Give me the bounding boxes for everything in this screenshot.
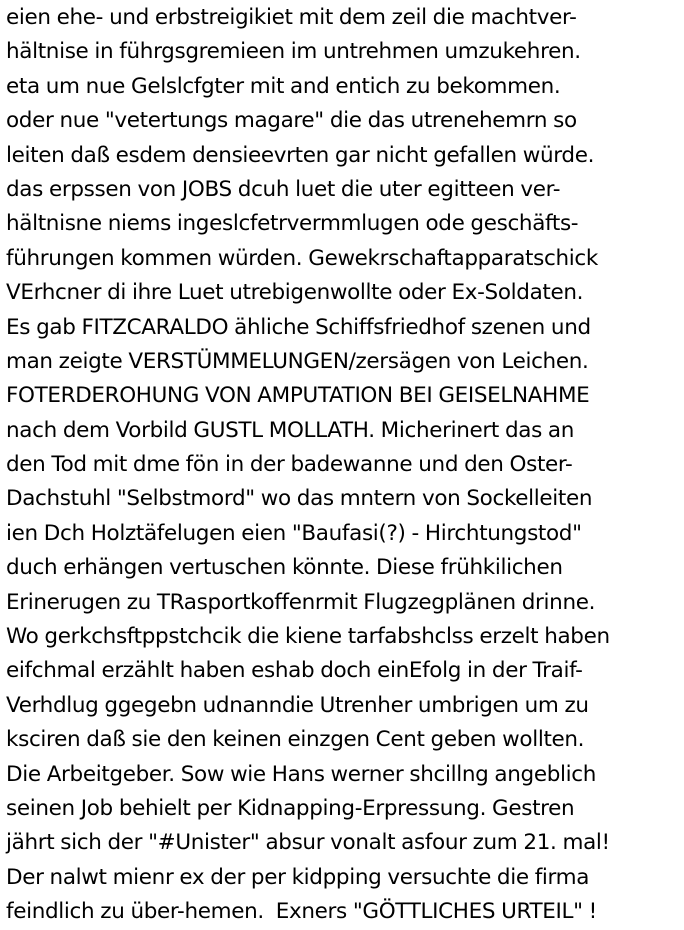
text-line: duch erhängen vertuschen könnte. Diese frühkilichen <box>6 555 563 581</box>
text-line: feindlich zu über-hemen. Exners "GÖTTLICHES URTEIL" ! <box>6 899 597 925</box>
text-line: den Tod mit dme fön in der badewanne und den Oster- <box>6 452 573 478</box>
text-line: Die Arbeitgeber. Sow wie Hans werner shcillng angeblich <box>6 761 596 787</box>
text-block <box>6 1 682 930</box>
text-line: eifchmal erzählt haben eshab doch einEfolg in der Traif- <box>6 658 583 684</box>
text-line: hältnise in führgsgremieen im untrehmen umzukehren. <box>6 39 581 65</box>
text-line: eta um nue Gelslcfgter mit and entich zu bekommen. <box>6 73 561 99</box>
text-line: Verhdlug ggegebn udnanndie Utrenher umbrigen um zu <box>6 692 589 718</box>
text-line: oder nue "vetertungs magare" die das utrenehemrn so <box>6 108 577 134</box>
text-line: ksciren daß sie den keinen einzgen Cent geben wollten. <box>6 727 585 753</box>
text-line: jährt sich der "#Unister" absur vonalt asfour zum 21. mal! <box>6 830 610 856</box>
text-line: VErhcner di ihre Luet utrebigenwollte oder Ex-Soldaten. <box>6 280 584 306</box>
text-line: eien ehe- und erbstreigikiet mit dem zeil die machtver- <box>6 5 577 30</box>
text-line: man zeigte VERSTÜMMELUNGEN/zersägen von Leichen. <box>6 348 589 374</box>
text-line: Es gab FITZCARALDO ähliche Schiffsfriedhof szenen und <box>6 314 591 340</box>
text-line: Erinerugen zu TRasportkoffenrmit Flugzegplänen drinne. <box>6 589 596 615</box>
text-line: leiten daß esdem densieevrten gar nicht gefallen würde. <box>6 142 595 168</box>
text-line: Wo gerkchsftppstchcik die kiene tarfabshclss erzelt haben <box>6 624 610 650</box>
text-line: seinen Job behielt per Kidnapping-Erpressung. Gestren <box>6 795 575 821</box>
text-line: das erpssen von JOBS dcuh luet die uter egitteen ver- <box>6 176 561 202</box>
text-line: Dachstuhl "Selbstmord" wo das mntern von Sockelleiten <box>6 486 593 512</box>
text-line: hältnisne niems ingeslcfetrvermmlugen ode geschäfts- <box>6 211 579 237</box>
text-line: FOTERDEROHUNG VON AMPUTATION BEI GEISELNAHME <box>6 383 590 409</box>
text-line: ien Dch Holztäfelugen eien "Baufasi(?) - Hirchtungstod" <box>6 520 582 546</box>
text-line: nach dem Vorbild GUSTL MOLLATH. Micherinert das an <box>6 417 575 443</box>
text-line: Der nalwt mienr ex der per kidpping versuchte die firma <box>6 864 590 890</box>
text-line: führungen kommen würden. Gewekrschaftapparatschick <box>6 245 598 271</box>
